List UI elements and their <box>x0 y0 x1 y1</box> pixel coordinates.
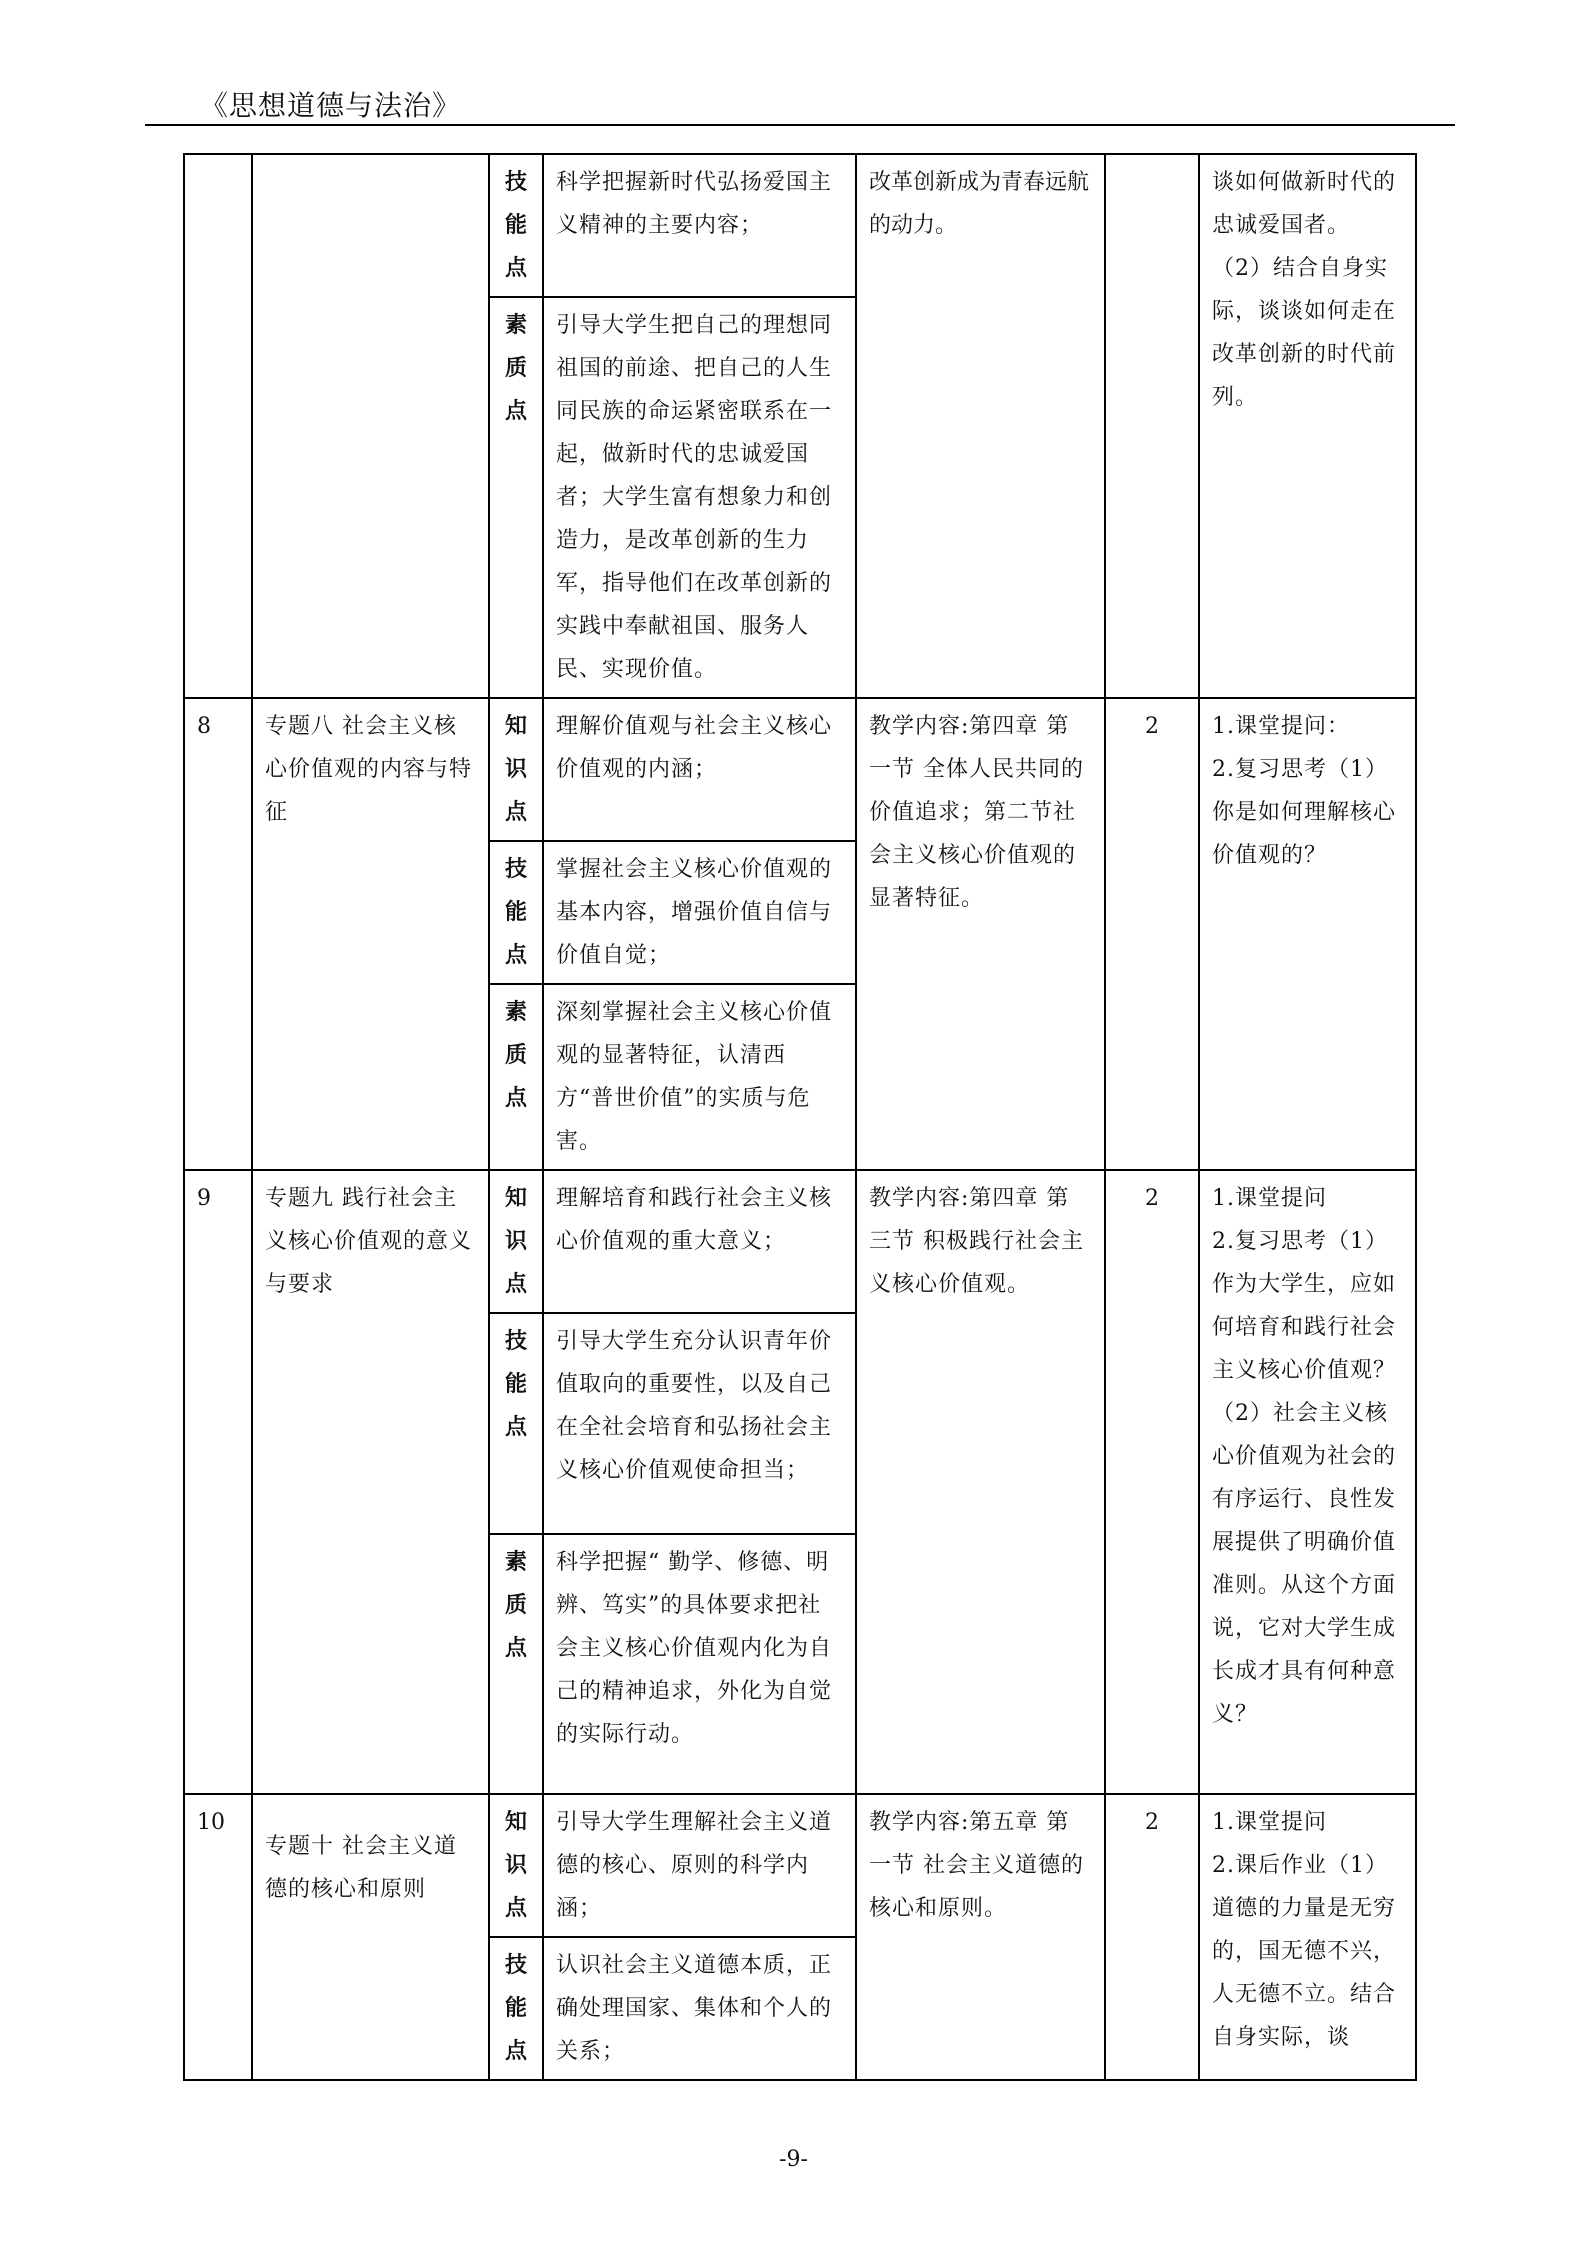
content-cell: 教学内容:第五章 第一节 社会主义道德的核心和原则。 <box>856 1794 1105 2080</box>
hours-cell: 2 <box>1105 1170 1199 1794</box>
knowledge-text-cell: 理解价值观与社会主义核心价值观的内涵； <box>543 698 856 841</box>
row-number-cell <box>184 154 252 698</box>
topic-cell: 专题十 社会主义道德的核心和原则 <box>252 1794 489 2080</box>
table-row <box>184 154 1416 297</box>
skill-label-cell: 技 能 点 <box>489 1937 543 2080</box>
header-divider <box>145 124 1455 126</box>
hours-cell: 2 <box>1105 1794 1199 2080</box>
quality-text-cell: 引导大学生把自己的理想同祖国的前途、把自己的人生同民族的命运紧密联系在一起，做新时代的忠诚爱国者；大学生富有想象力和创造力，是改革创新的生力军，指导他们在改革创新的实践中奉献祖国、服务人民、实现价值。 <box>543 297 856 698</box>
knowledge-label-cell: 知 识 点 <box>489 1794 543 1937</box>
hours-cell: 2 <box>1105 698 1199 1170</box>
skill-text-cell: 掌握社会主义核心价值观的基本内容，增强价值自信与价值自觉； <box>543 841 856 984</box>
knowledge-text-cell: 引导大学生理解社会主义道德的核心、原则的科学内涵； <box>543 1794 856 1937</box>
quality-text-cell: 科学把握“ 勤学、修德、明辨、笃实”的具体要求把社会主义核心价值观内化为自己的精神追求，外化为自觉的实际行动。 <box>543 1534 856 1794</box>
topic-cell: 专题八 社会主义核心价值观的内容与特征 <box>252 698 489 1170</box>
topic-cell <box>252 154 489 698</box>
quality-label-cell: 素 质 点 <box>489 297 543 698</box>
topic-cell: 专题九 践行社会主义核心价值观的意义与要求 <box>252 1170 489 1794</box>
skill-label-cell: 技 能 点 <box>489 154 543 297</box>
skill-text-cell: 引导大学生充分认识青年价值取向的重要性，以及自己在全社会培育和弘扬社会主义核心价值观使命担当； <box>543 1313 856 1534</box>
knowledge-text-cell: 理解培育和践行社会主义核心价值观的重大意义； <box>543 1170 856 1313</box>
row-number-cell: 8 <box>184 698 252 1170</box>
quality-label-cell: 素 质 点 <box>489 1534 543 1794</box>
document-header-title: 《思想道德与法治》 <box>200 89 462 122</box>
knowledge-label-cell: 知 识 点 <box>489 1170 543 1313</box>
course-schedule-table <box>183 153 1417 2081</box>
skill-label-cell: 技 能 点 <box>489 1313 543 1534</box>
assessment-cell: 谈如何做新时代的忠诚爱国者。 （2）结合自身实际，谈谈如何走在改革创新的时代前列。 <box>1199 154 1416 698</box>
skill-text-cell: 认识社会主义道德本质，正确处理国家、集体和个人的关系； <box>543 1937 856 2080</box>
page-number: -9- <box>779 2147 808 2172</box>
quality-label-cell: 素 质 点 <box>489 984 543 1170</box>
table-row <box>184 1794 1416 1937</box>
row-number-cell: 10 <box>184 1794 252 2080</box>
content-cell: 教学内容:第四章 第一节 全体人民共同的价值追求；第二节社会主义核心价值观的显著特征。 <box>856 698 1105 1170</box>
table-row <box>184 698 1416 841</box>
assessment-cell: 1.课堂提问 2.复习思考（1）作为大学生，应如何培育和践行社会主义核心价值观？（2）社会主义核心价值观为社会的有序运行、良性发展提供了明确价值准则。从这个方面说，它对大学生成长成才具有何种意义？ <box>1199 1170 1416 1794</box>
content-cell: 教学内容:第四章 第三节 积极践行社会主义核心价值观。 <box>856 1170 1105 1794</box>
assessment-cell: 1.课堂提问 2.课后作业（1）道德的力量是无穷的，国无德不兴，人无德不立。结合自身实际，谈 <box>1199 1794 1416 2080</box>
quality-text-cell: 深刻掌握社会主义核心价值观的显著特征，认清西方“普世价值”的实质与危害。 <box>543 984 856 1170</box>
skill-label-cell: 技 能 点 <box>489 841 543 984</box>
knowledge-label-cell: 知 识 点 <box>489 698 543 841</box>
content-cell: 改革创新成为青春远航的动力。 <box>856 154 1105 698</box>
table-row <box>184 1170 1416 1313</box>
assessment-cell: 1.课堂提问： 2.复习思考（1）你是如何理解核心价值观的？ <box>1199 698 1416 1170</box>
row-number-cell: 9 <box>184 1170 252 1794</box>
hours-cell <box>1105 154 1199 698</box>
skill-text-cell: 科学把握新时代弘扬爱国主义精神的主要内容； <box>543 154 856 297</box>
